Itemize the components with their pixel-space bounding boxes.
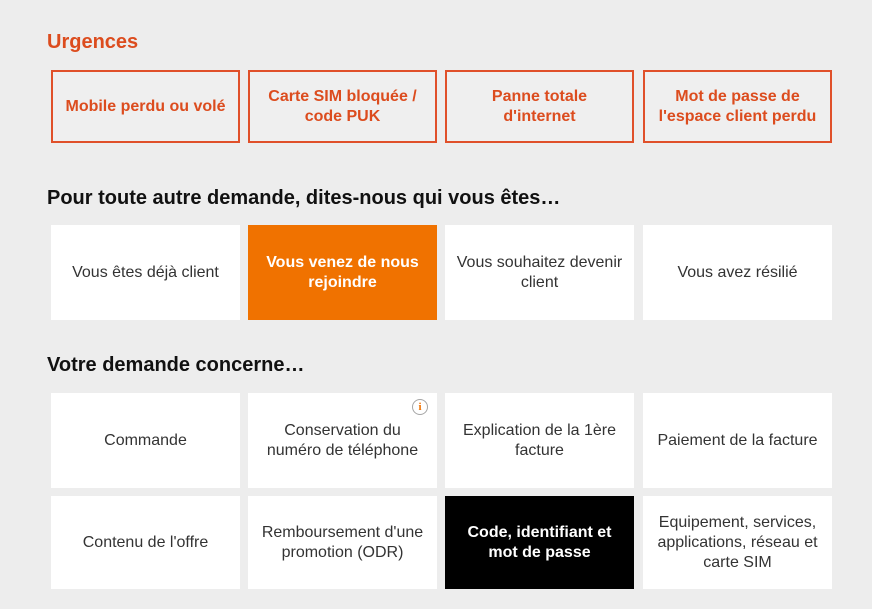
topic-label: Conservation du numéro de téléphone: [266, 421, 419, 459]
urgent-lost-stolen-mobile-button[interactable]: [51, 70, 240, 143]
info-icon[interactable]: i: [412, 399, 428, 415]
option-label: Vous souhaitez devenir client: [456, 253, 623, 291]
urgent-internet-outage-button[interactable]: [445, 70, 634, 143]
option-label: Vous avez résilié: [677, 263, 798, 281]
topic-bill-payment-option[interactable]: [643, 393, 832, 488]
urgent-label: Mot de passe de l'espace client perdu: [658, 87, 817, 125]
request-concern-title: Votre demande concerne…: [47, 354, 305, 376]
topic-number-portability-option[interactable]: [248, 393, 437, 488]
topic-first-bill-option[interactable]: [445, 393, 634, 488]
topic-equipment-services-option[interactable]: [643, 496, 832, 589]
topic-label: Explication de la 1ère facture: [463, 421, 616, 459]
who-are-you-title: Pour toute autre demande, dites-nous qui vous êtes…: [47, 187, 561, 209]
urgences-title: Urgences: [47, 31, 139, 53]
become-client-option[interactable]: [445, 225, 634, 320]
topic-order-option[interactable]: [51, 393, 240, 488]
urgent-lost-password-button[interactable]: [643, 70, 832, 143]
urgent-label: Carte SIM bloquée / code PUK: [268, 87, 417, 125]
topic-label: Code, identifiant et mot de passe: [467, 523, 612, 561]
topic-label: Contenu de l'offre: [82, 533, 209, 551]
topic-credentials-option[interactable]: [445, 496, 634, 589]
already-client-option[interactable]: [51, 225, 240, 320]
topic-promotion-refund-option[interactable]: [248, 496, 437, 589]
topic-label: Equipement, services, applications, réseau et carte SIM: [657, 513, 818, 571]
new-client-option[interactable]: [248, 225, 437, 320]
topic-label: Commande: [104, 431, 187, 449]
urgent-label: Mobile perdu ou volé: [65, 97, 226, 115]
cancelled-client-option[interactable]: [643, 225, 832, 320]
topic-label: Paiement de la facture: [657, 431, 818, 449]
urgent-sim-blocked-button[interactable]: [248, 70, 437, 143]
option-label: Vous êtes déjà client: [72, 263, 219, 281]
option-label: Vous venez de nous rejoindre: [266, 253, 419, 291]
topic-offer-content-option[interactable]: [51, 496, 240, 589]
topic-label: Remboursement d'une promotion (ODR): [261, 523, 424, 561]
urgent-label: Panne totale d'internet: [491, 87, 588, 125]
